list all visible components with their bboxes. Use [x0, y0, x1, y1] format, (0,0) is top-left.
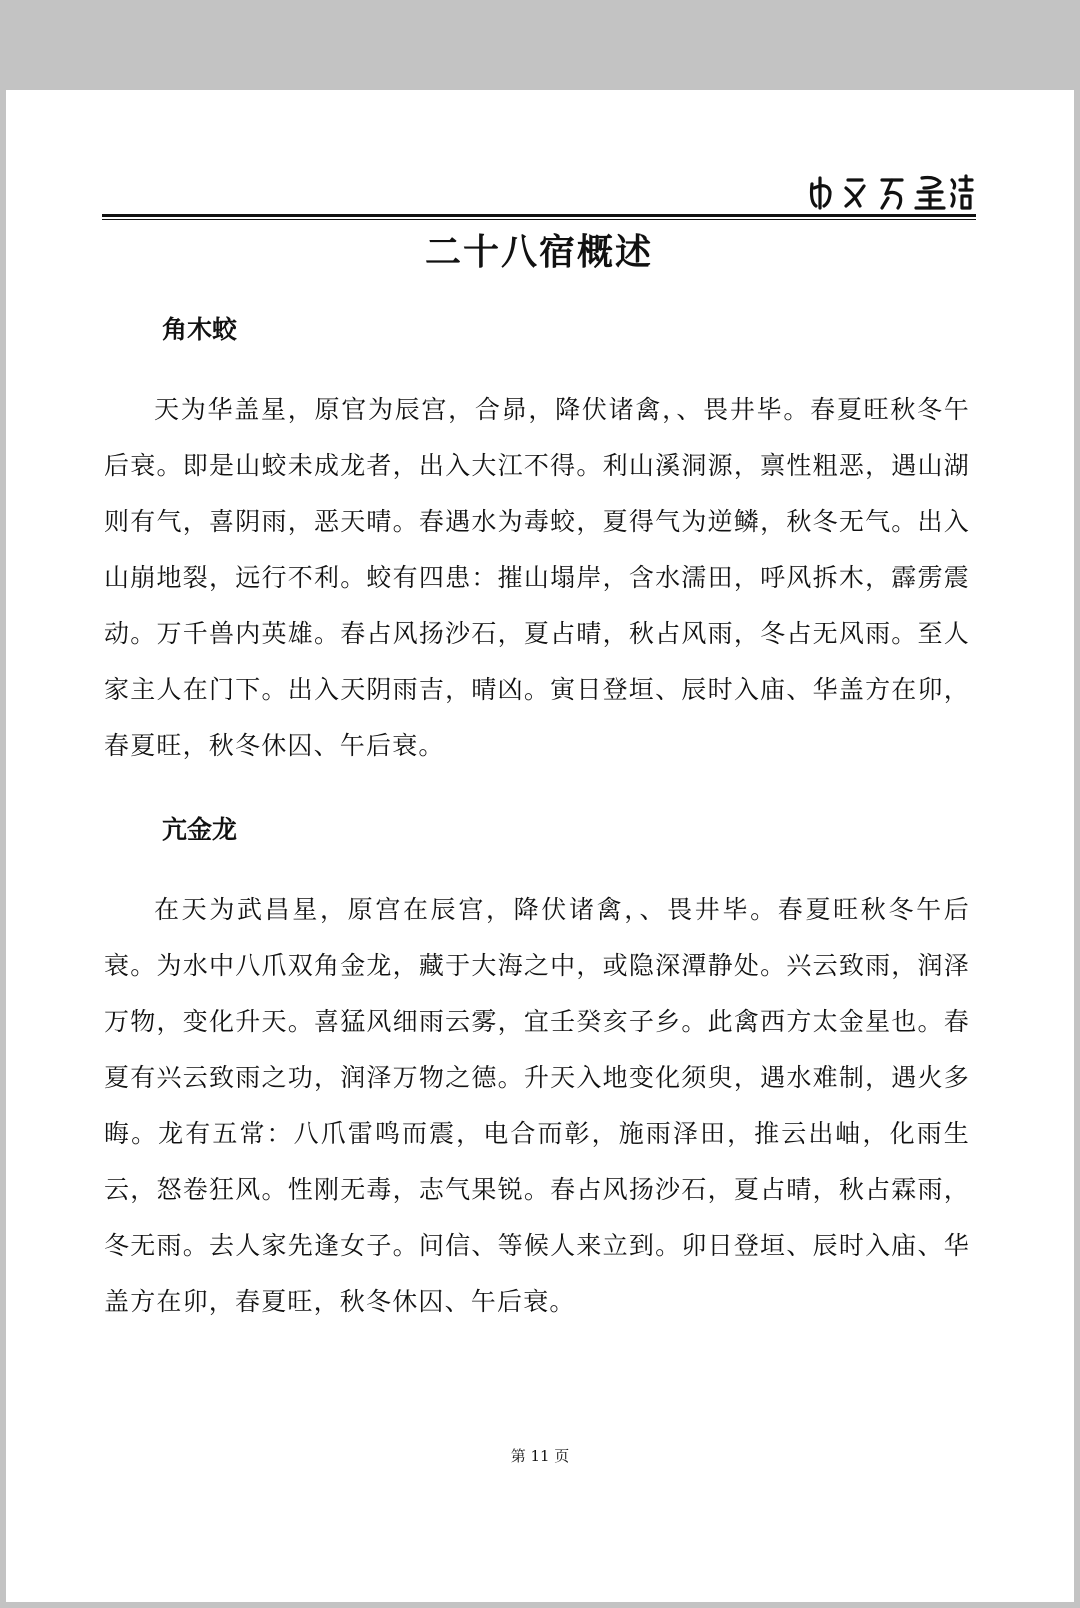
- header-rule-thick: [102, 214, 976, 217]
- content-body: [104, 302, 970, 1358]
- section-heading: 角木蛟: [162, 315, 238, 344]
- document-page: [6, 90, 1074, 1602]
- section-heading: 亢金龙: [162, 815, 238, 844]
- section-paragraph: 在天为武昌星，原宫在辰宫，降伏诸禽，、畏井毕。春夏旺秋冬午后衰。为水中八爪双角金龙，藏于大海之中，或隐深潭静处。兴云致雨，润泽万物，变化升天。喜猛风细雨云雾，宜壬癸亥子乡。此禽西方太金星也。春夏有兴云致雨之功，润泽万物之德。升天入地变化须臾，遇水难制，遇火多晦。龙有五常：八爪雷鸣而震，电合而彰，施雨泽田，推云出岫，化雨生云，怒卷狂风。性刚无毒，志气果锐。春占风扬沙石，夏占晴，秋占霖雨，冬无雨。去人家先逢女子。问信、等候人来立到。卯日登垣、辰时入庙、华盖方在卯，春夏旺，秋冬休囚、午后衰。: [104, 895, 970, 1316]
- section-paragraph: 天为华盖星，原官为辰宫，合昴，降伏诸禽，、畏井毕。春夏旺秋冬午后衰。即是山蛟未成龙者，出入大江不得。利山溪洞源，禀性粗恶，遇山湖则有气，喜阴雨，恶天晴。春遇水为毒蛟，夏得气为逆鳞，秋冬无气。出入山崩地裂，远行不利。蛟有四患：摧山塌岸，含水濡田，呼风拆木，霹雳震动。万千兽内英雄。春占风扬沙石，夏占晴，秋占风雨，冬占无风雨。至人家主人在门下。出入天阴雨吉，晴凶。寅日登垣、辰时入庙、华盖方在卯，春夏旺，秋冬休囚、午后衰。: [104, 395, 970, 760]
- page-number: 第 11 页: [510, 1447, 570, 1465]
- seal-script-brand-logo: [806, 172, 976, 212]
- page-title: 二十八宿概述: [424, 231, 653, 273]
- header-rule-thin: [102, 219, 976, 220]
